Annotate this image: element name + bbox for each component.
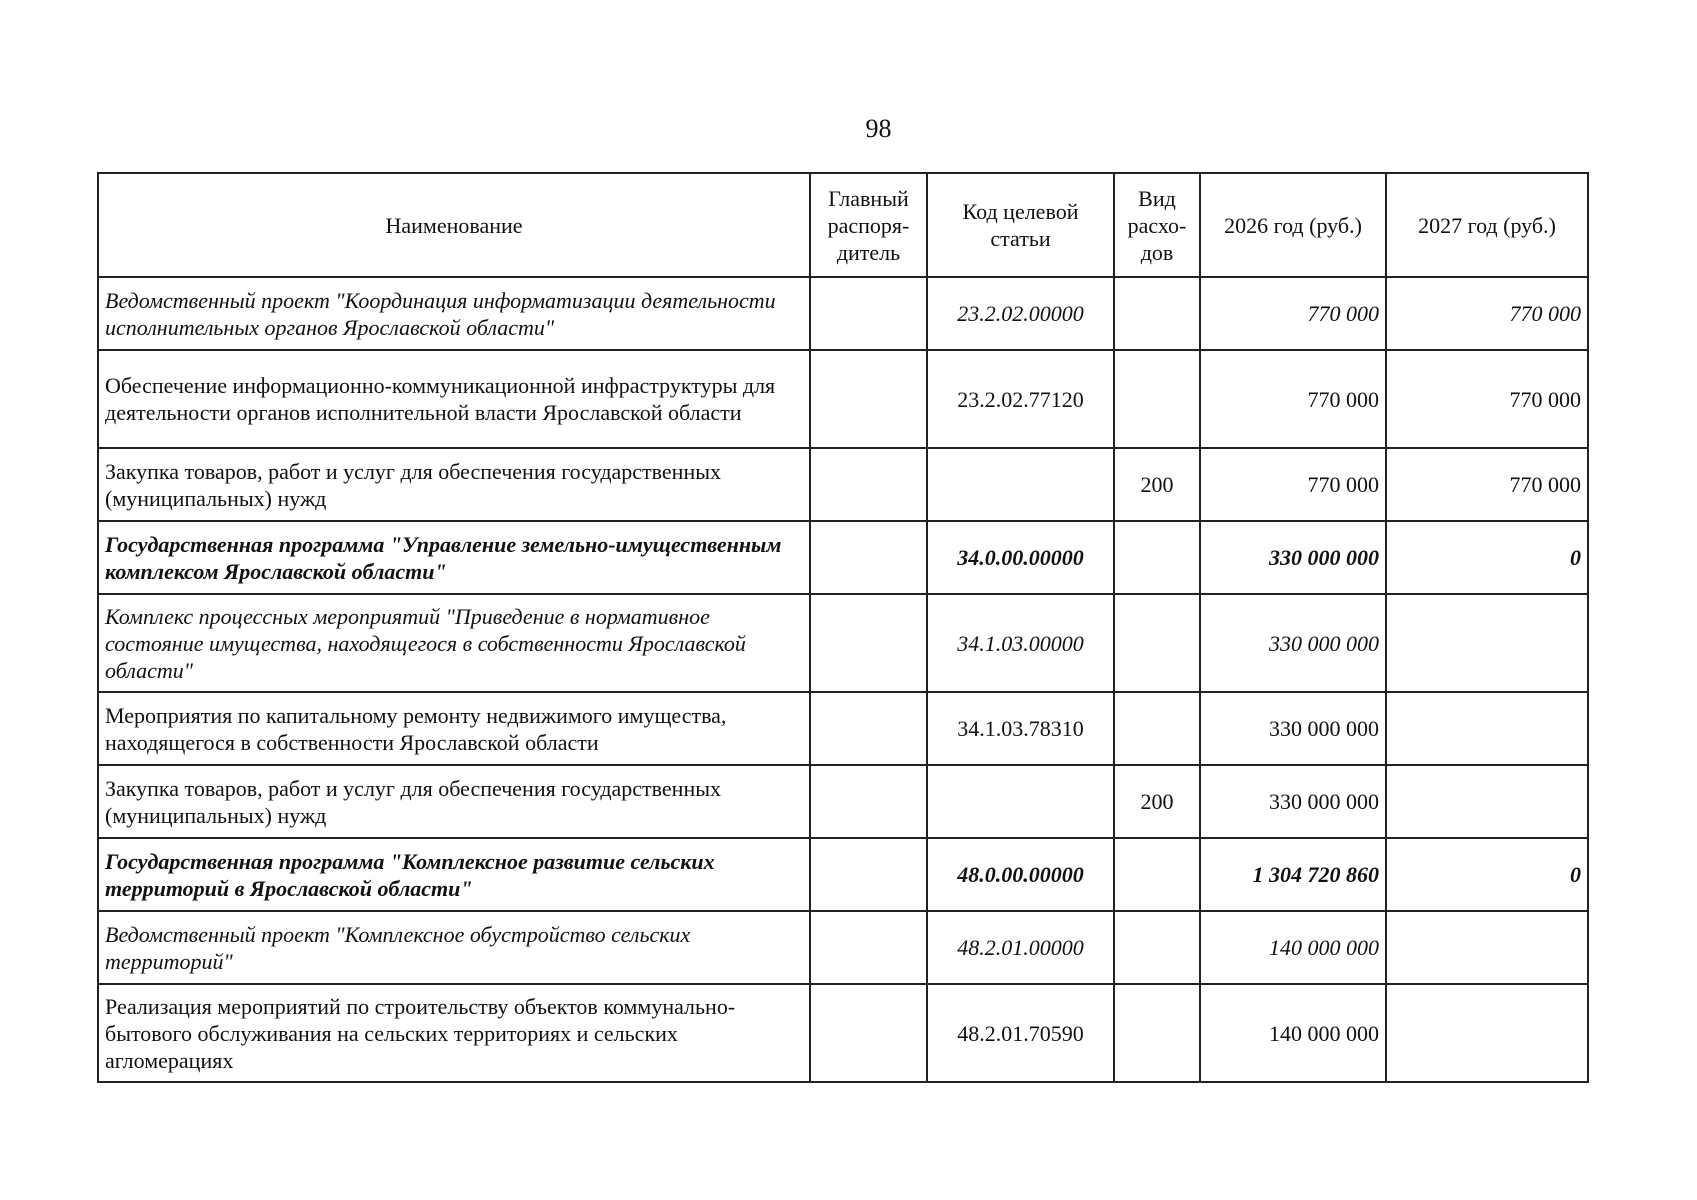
table-row <box>98 521 1588 594</box>
table-row <box>98 350 1588 448</box>
table-row <box>98 765 1588 838</box>
header-expense-type: Вид расхо-дов <box>1114 173 1200 277</box>
table-row <box>98 692 1588 765</box>
row-2027 <box>1386 765 1588 838</box>
row-expense-type <box>1114 984 1200 1082</box>
page-number: 98 <box>865 114 892 143</box>
row-2026: 330 000 000 <box>1200 521 1386 594</box>
table-row <box>98 911 1588 984</box>
row-2026: 330 000 000 <box>1200 765 1386 838</box>
row-2027: 770 000 <box>1386 350 1588 448</box>
row-expense-type <box>1114 521 1200 594</box>
row-code: 34.1.03.00000 <box>927 594 1114 692</box>
table-row <box>98 594 1588 692</box>
row-name: Комплекс процессных мероприятий "Приведение в нормативное состояние имущества, находящегося в собственности Ярославской области" <box>98 594 810 692</box>
row-manager <box>810 692 927 765</box>
row-code: 48.0.00.00000 <box>927 838 1114 911</box>
row-2027 <box>1386 984 1588 1082</box>
row-name: Ведомственный проект "Координация информатизации деятельности исполнительных органов Ярославской области" <box>98 277 810 350</box>
header-code: Код целевой статьи <box>927 173 1114 277</box>
table-header <box>98 173 1588 277</box>
row-manager <box>810 911 927 984</box>
row-manager <box>810 277 927 350</box>
row-name: Обеспечение информационно-коммуникационной инфраструктуры для деятельности органов исполнительной власти Ярославской области <box>98 350 810 448</box>
header-manager: Главный распоря-дитель <box>810 173 927 277</box>
row-2026: 140 000 000 <box>1200 984 1386 1082</box>
row-2027: 770 000 <box>1386 448 1588 521</box>
row-manager <box>810 594 927 692</box>
row-name: Мероприятия по капитальному ремонту недвижимого имущества, находящегося в собственности Ярославской области <box>98 692 810 765</box>
row-2027 <box>1386 692 1588 765</box>
row-name: Закупка товаров, работ и услуг для обеспечения государственных (муниципальных) нужд <box>98 448 810 521</box>
row-manager <box>810 765 927 838</box>
row-manager <box>810 521 927 594</box>
row-expense-type <box>1114 350 1200 448</box>
table-row <box>98 277 1588 350</box>
row-expense-type <box>1114 277 1200 350</box>
row-code: 34.0.00.00000 <box>927 521 1114 594</box>
table-row <box>98 984 1588 1082</box>
row-code: 23.2.02.77120 <box>927 350 1114 448</box>
row-code <box>927 448 1114 521</box>
budget-table <box>97 172 1589 1083</box>
row-2026: 1 304 720 860 <box>1200 838 1386 911</box>
header-2027: 2027 год (руб.) <box>1386 173 1588 277</box>
row-name: Закупка товаров, работ и услуг для обеспечения государственных (муниципальных) нужд <box>98 765 810 838</box>
row-manager <box>810 838 927 911</box>
row-2027 <box>1386 594 1588 692</box>
row-2026: 330 000 000 <box>1200 692 1386 765</box>
header-2026: 2026 год (руб.) <box>1200 173 1386 277</box>
row-2027: 0 <box>1386 521 1588 594</box>
row-2027 <box>1386 911 1588 984</box>
table-row <box>98 838 1588 911</box>
row-manager <box>810 448 927 521</box>
row-name: Государственная программа "Комплексное развитие сельских территорий в Ярославской области" <box>98 838 810 911</box>
row-name: Реализация мероприятий по строительству объектов коммунально-бытового обслуживания на сельских территориях и сельских агломерациях <box>98 984 810 1082</box>
row-name: Ведомственный проект "Комплексное обустройство сельских территорий" <box>98 911 810 984</box>
row-2026: 770 000 <box>1200 350 1386 448</box>
row-manager <box>810 984 927 1082</box>
row-2026: 330 000 000 <box>1200 594 1386 692</box>
row-code: 48.2.01.70590 <box>927 984 1114 1082</box>
row-code <box>927 765 1114 838</box>
row-expense-type: 200 <box>1114 448 1200 521</box>
row-expense-type <box>1114 911 1200 984</box>
row-expense-type <box>1114 594 1200 692</box>
row-2026: 140 000 000 <box>1200 911 1386 984</box>
row-2026: 770 000 <box>1200 277 1386 350</box>
row-code: 34.1.03.78310 <box>927 692 1114 765</box>
row-expense-type <box>1114 692 1200 765</box>
header-name: Наименование <box>98 173 810 277</box>
row-expense-type: 200 <box>1114 765 1200 838</box>
row-name: Государственная программа "Управление земельно-имущественным комплексом Ярославской области" <box>98 521 810 594</box>
table-row <box>98 448 1588 521</box>
row-2027: 770 000 <box>1386 277 1588 350</box>
row-expense-type <box>1114 838 1200 911</box>
row-2027: 0 <box>1386 838 1588 911</box>
row-2026: 770 000 <box>1200 448 1386 521</box>
row-manager <box>810 350 927 448</box>
table-body <box>98 277 1588 1082</box>
row-code: 23.2.02.00000 <box>927 277 1114 350</box>
row-code: 48.2.01.00000 <box>927 911 1114 984</box>
